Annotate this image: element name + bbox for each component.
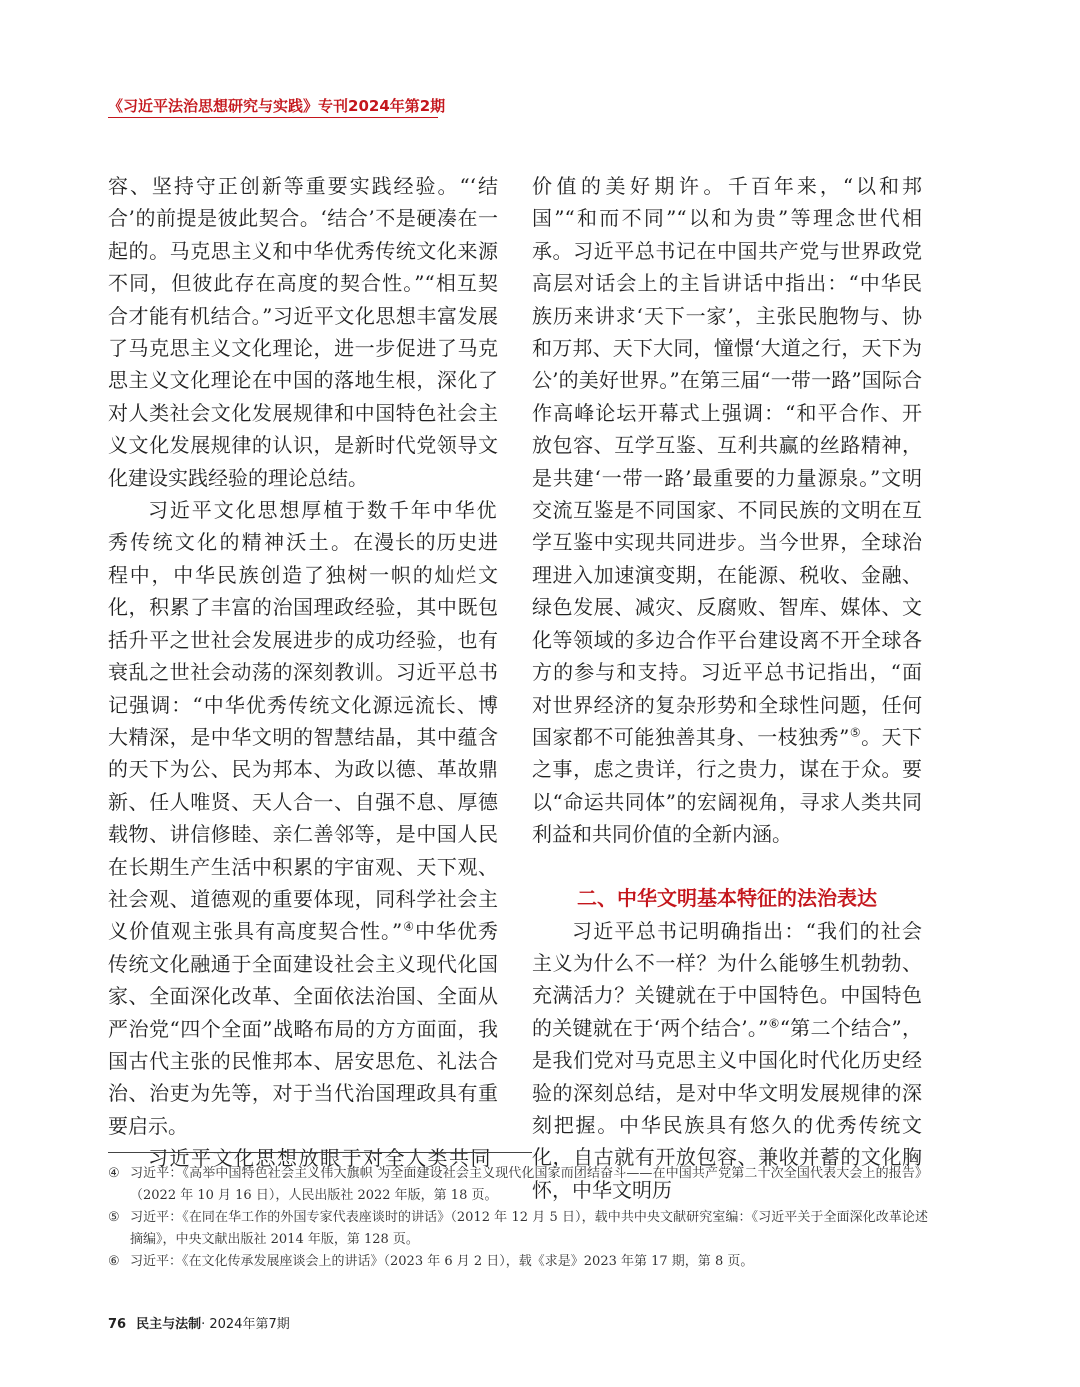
- section-heading: 二、中华文明基本特征的法治表达: [577, 885, 877, 910]
- footnote: [108, 1163, 928, 1207]
- paragraph-text: “第二个结合”，是我们党对马克思主义中国化时代化历史经验的深刻总结，是对中华文明发展规律的深刻把握。中华民族具有悠久的优秀传统文化，自古就有开放包容、兼收并蓄的文化胸怀，中华文明历: [532, 1015, 922, 1202]
- paragraph: 习近平文化思想放眼于对全人类共同: [148, 1146, 492, 1171]
- page-footer: [108, 1313, 290, 1332]
- right-column: [532, 170, 922, 1206]
- paragraph-lead: 习近平文化思想厚植于数千年中华优秀传统文化的精神沃土。: [108, 498, 498, 555]
- footnote-ref[interactable]: ④: [402, 919, 415, 934]
- footnote-text: 习近平：《高举中国特色社会主义伟大旗帜 为全面建设社会主义现代化国家而团结奋斗——在中国共产党第二十次全国代表大会上的报告》（2022 年 10 月 16 日），人民出版社 2022 年版，第 18 页。: [130, 1166, 928, 1203]
- footnote: [108, 1251, 928, 1273]
- page-number: 76: [108, 1317, 127, 1332]
- paragraph-lead: 价值的美好期许。: [532, 174, 728, 198]
- footnotes: [108, 1163, 928, 1273]
- running-head: 《习近平法治思想研究与实践》专刊2024年第2期: [108, 97, 446, 115]
- footnote: [108, 1207, 928, 1251]
- journal-name: 民主与法制: [136, 1317, 202, 1332]
- paragraph-text: 千百年来，“以和邦国”“和而不同”“以和为贵”等理念世代相承。习近平总书记在中国共产党与世界政党高层对话会上的主旨讲话中指出：“中华民族历来讲求‘天下一家’，主张民胞物与、协和万邦、天下大同，憧憬‘大道之行，天下为公’的美好世界。”在第三届“一带一路”国际合作高峰论坛开幕式上强调：“和平合作、开放包容、互学互鉴、互利共赢的丝路精神，是共建‘一带一路’最重要的力量源泉。”文明交流互鉴是不同国家、不同民族的文明在互学互鉴中实现共同进步。当今世界，全球治理进入加速演变期，在能源、税收、金融、绿色发展、减灾、反腐败、智库、媒体、文化等领域的多边合作平台建设离不开全球各方的参与和支持。习近平总书记指出，“面对世界经济的复杂形势和全球性问题，任何国家都不可能独善其身、一枝独秀”: [532, 174, 922, 749]
- paragraph-text: 习近平总书记明确指出：“我们的社会主义为什么不一样？为什么能够生机勃勃、充满活力？关键就在于中国特色。中国特色的关键就在于‘两个结合’。”: [532, 918, 922, 1040]
- paragraph: [108, 494, 498, 1142]
- footnote-ref[interactable]: ⑥: [768, 1016, 780, 1031]
- running-head-rule: [108, 117, 438, 118]
- footnote-ref[interactable]: ⑤: [849, 725, 862, 740]
- footnote-mark: ⑤: [108, 1210, 120, 1225]
- footnote-text: 习近平：《在同在华工作的外国专家代表座谈时的讲话》（2012 年 12 月 5 日），载中共中央文献研究室编：《习近平关于全面深化改革论述摘编》，中央文献出版社 2014 年版，第 128 页。: [130, 1210, 928, 1247]
- footnote-text: 习近平：《在文化传承发展座谈会上的讲话》（2023 年 6 月 2 日），载《求是》2023 年第 17 期，第 8 页。: [130, 1254, 754, 1269]
- paragraph-text: 中华优秀传统文化融通于全面建设社会主义现代化国家、全面深化改革、全面依法治国、全面从严治党“四个全面”战略布局的方方面面，我国古代主张的民惟邦本、居安思危、礼法合治、治吏为先等，对于当代治国理政具有重要启示。: [108, 919, 498, 1138]
- paragraph-text: 。天下之事，虑之贵详，行之贵力，谋在于众。要以“命运共同体”的宏阔视角，寻求人类共同利益和共同价值的全新内涵。: [532, 724, 923, 847]
- footnote-divider: [108, 1152, 532, 1153]
- paragraph: [532, 170, 922, 851]
- footnote-mark: ⑥: [108, 1254, 120, 1269]
- paragraph: 容、坚持守正创新等重要实践经验。“‘结合’的前提是彼此契合。‘结合’不是硬凑在一起的。马克思主义和中华优秀传统文化来源不同，但彼此存在高度的契合性。”“相互契合才能有机结合。”习近平文化思想丰富发展了马克思主义文化理论，进一步促进了马克思主义文化理论在中国的落地生根，深化了对人类社会文化发展规律和中国特色社会主义文化发展规律的认识，是新时代党领导文化建设实践经验的理论总结。: [108, 174, 498, 490]
- footnote-mark: ④: [108, 1166, 120, 1181]
- issue-label: · 2024年第7期: [201, 1317, 290, 1332]
- left-column: [108, 170, 498, 1175]
- paragraph-text: 在漫长的历史进程中，中华民族创造了独树一帜的灿烂文化，积累了丰富的治国理政经验，其中既包括升平之世社会发展进步的成功经验，也有衰乱之世社会动荡的深刻教训。习近平总书记强调：“中华优秀传统文化源远流长、博大精深，是中华文明的智慧结晶，其中蕴含的天下为公、民为邦本、为政以德、革故鼎新、任人唯贤、天人合一、自强不息、厚德载物、讲信修睦、亲仁善邻等，是中国人民在长期生产生活中积累的宇宙观、天下观、社会观、道德观的重要体现，同科学社会主义价值观主张具有高度契合性。”: [108, 530, 499, 944]
